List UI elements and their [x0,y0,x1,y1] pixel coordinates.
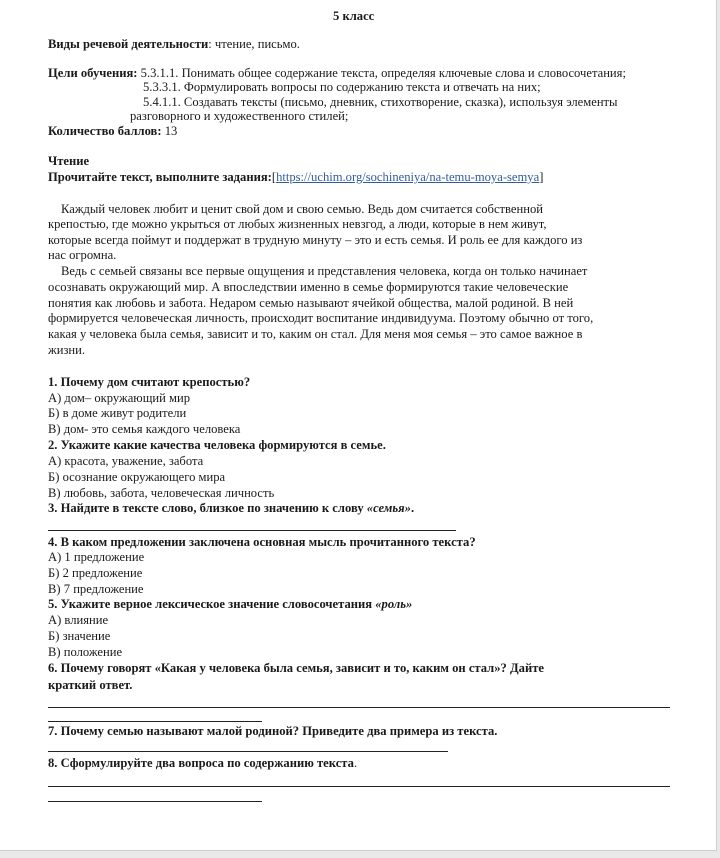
text-line: которые всегда поймут и поддержат в трудную минуту – это и есть семья. И роль ее для каждого из [48,233,583,247]
answer-option: Б) 2 предложение [48,566,143,580]
question-5-text: 5. Укажите верное лексическое значение словосочетания [48,597,376,611]
answer-line[interactable] [48,751,448,752]
answer-option: А) 1 предложение [48,550,145,564]
grade-title: 5 класс [333,9,375,23]
answer-option: В) 7 предложение [48,582,144,596]
score-line [48,124,177,139]
text-line: жизни. [48,343,86,357]
text-line: какая у человека была семья, зависит и то, каким он стал. Для меня моя семья – это самое важное в [48,327,583,341]
score-value: 13 [164,124,178,138]
question-8-text: 8. Сформулируйте два вопроса по содержанию текста [48,756,354,770]
text-line: крепостью, где можно укрыться от любых жизненных невзгод, а люди, которые в нем живут, [48,217,547,231]
question-5-keyword: «роль» [375,597,413,611]
text-line: Ведь с семьей связаны все первые ощущения и представления человека, когда он только начинает [61,264,588,278]
answer-option: В) любовь, забота, человеческая личность [48,486,275,500]
question-8 [48,756,357,771]
goal-item: разговорного и художественного стилей; [130,109,349,123]
question-6-cont: краткий ответ. [48,678,133,692]
answer-line[interactable] [48,801,262,802]
score-label: Количество баллов: [48,124,162,138]
activity-value: : чтение, письмо. [208,37,300,51]
answer-option: А) влияние [48,613,109,627]
goals-line-1 [48,66,626,81]
answer-line[interactable] [48,721,262,722]
goal-item: 5.4.1.1. Создавать тексты (письмо, дневник, стихотворение, сказка), используя элементы [143,95,618,109]
text-line: Каждый человек любит и ценит свой дом и свою семью. Ведь дом считается собственной [61,202,544,216]
source-link[interactable]: https://uchim.org/sochineniya/na-temu-moya-semya [276,170,540,184]
activity-line [48,37,300,52]
link-bracket: ] [539,170,544,184]
question-8-end: . [353,756,358,770]
question-1: 1. Почему дом считают крепостью? [48,375,251,389]
question-6: 6. Почему говорят «Какая у человека была семья, зависит и то, каким он стал»? Дайте [48,661,544,675]
reading-task [48,170,543,185]
question-3-text: 3. Найдите в тексте слово, близкое по значению к слову [48,501,367,515]
link-bracket: [ [271,170,277,184]
reading-heading: Чтение [48,154,90,168]
question-3-end: . [410,501,415,515]
answer-line[interactable] [48,786,670,787]
answer-line[interactable] [48,530,456,531]
text-line: формируется человеческая личность, происходит воспитание индивидуума. Поэтому обычно от того, [48,311,594,325]
answer-option: А) дом– окружающий мир [48,391,191,405]
question-5 [48,597,412,612]
question-3 [48,501,414,516]
text-line: понятия как любовь и забота. Недаром семью называют ячейкой общества, малой родиной. В ней [48,296,574,310]
question-3-keyword: «семья» [366,501,411,515]
question-2: 2. Укажите какие качества человека формируются в семье. [48,438,386,452]
answer-option: Б) значение [48,629,111,643]
answer-option: В) дом- это семья каждого человека [48,422,241,436]
activity-label: Виды речевой деятельности [48,37,209,51]
question-4: 4. В каком предложении заключена основная мысль прочитанного текста? [48,535,476,549]
reading-task-text: Прочитайте текст, выполните задания: [48,170,272,184]
answer-option: В) положение [48,645,123,659]
question-7: 7. Почему семью называют малой родиной? Приведите два примера из текста. [48,724,498,738]
goal-item: 5.3.1.1. Понимать общее содержание текста, определяя ключевые слова и словосочетания; [140,66,626,80]
answer-option: А) красота, уважение, забота [48,454,204,468]
answer-line[interactable] [48,707,670,708]
text-line: осознавать окружающий мир. А впоследствии именно в семье формируются такие человеческие [48,280,569,294]
answer-option: Б) осознание окружающего мира [48,470,226,484]
goal-item: 5.3.3.1. Формулировать вопросы по содержанию текста и отвечать на них; [143,80,541,94]
goals-label: Цели обучения: [48,66,138,80]
text-line: нас огромна. [48,248,117,262]
answer-option: Б) в доме живут родители [48,406,187,420]
